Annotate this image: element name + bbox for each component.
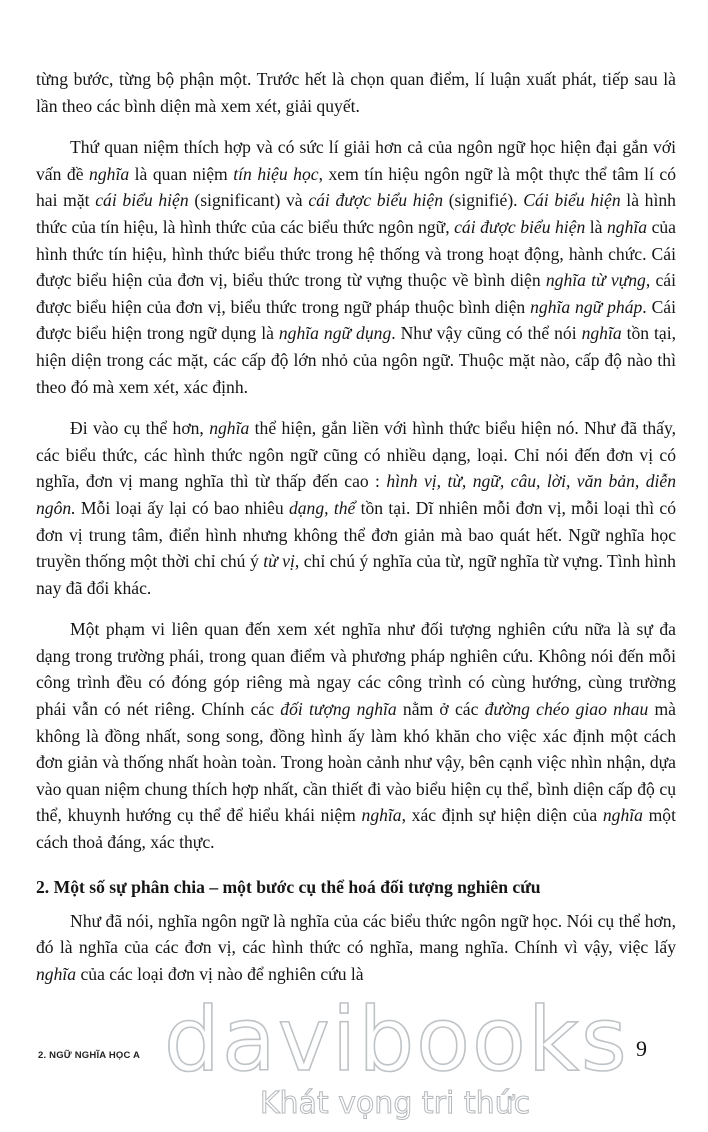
paragraph-5 [36,908,676,988]
italic-term: đường chéo giao nhau [484,699,649,720]
italic-term: nghĩa ngữ pháp [530,296,643,317]
italic-term: nghĩa [606,216,648,237]
paragraph-1 [36,66,676,119]
text-run: thể hiện, gắn liền với hình thức biểu hiện nó. Như đã thấy, các biểu thức, các hình thức ngôn ngữ cũng có nhiều dạng, loại. Chỉ nói đến đơn vị có nghĩa, đơn vị mang nghĩa thì từ thấp đến cao : [36,418,676,492]
text-run: tồn tại. Dĩ nhiên mỗi đơn vị, mỗi loại thì có đơn vị trung tâm, điển hình nhưng không thể đơn giản mà bao quát hết. Ngữ nghĩa học truyền thống một thời chỉ chú ý [36,497,676,572]
text-run: Mỗi loại ấy lại có bao nhiêu [75,497,289,518]
italic-term: nghĩa [602,805,643,826]
watermark-brand: davibooks [164,988,629,1091]
text-run: là hình thức của tín hiệu, là hình thức của các biểu thức ngôn ngữ, [36,190,676,237]
watermark-slogan: Khát vọng tri thức [259,1086,531,1121]
running-footer-label: 2. NGỮ NGHĨA HỌC A [38,1050,141,1061]
italic-term: Cái biểu hiện [523,190,621,211]
italic-term: nghĩa [361,805,402,826]
text-run: là [585,216,607,237]
body-text [36,66,676,1002]
italic-term: nghĩa [89,163,130,184]
page-number: 9 [636,1036,647,1061]
text-run: của các loại đơn vị nào để nghiên cứu là [76,963,364,984]
text-run: Đi vào cụ thể hơn, [70,418,210,439]
text-run: . Như vậy cũng có thể nói [391,323,582,344]
text-run: Thứ quan niệm thích hợp và có sức lí giải hơn cả của ngôn ngữ học hiện đại gắn với vấn đề [36,137,676,184]
italic-term: cái được biểu hiện [454,216,586,237]
paragraph-2 [36,134,676,400]
italic-term: nghĩa [209,418,250,439]
italic-term: cái biểu hiện [95,190,189,211]
italic-term: cái được biểu hiện [308,190,444,211]
text-run: , xem tín hiệu ngôn ngữ là một thực thể tâm lí có hai mặt [36,163,676,211]
text-run: của hình thức tín hiệu, hình thức biểu thức trong hệ thống và trong hoạt động, hành chức. Cái được biểu hiện của đơn vị, biểu thức trong từ vựng thuộc về bình diện [36,216,676,291]
text-run: tồn tại, hiện diện trong các mặt, các cấp độ lớn nhỏ của ngôn ngữ. Thuộc mặt nào, cấp độ nào thì theo đó mà xem xét, xác định. [36,323,677,397]
paragraph-3 [36,415,676,601]
italic-term: tín hiệu học [233,163,319,184]
italic-term: nghĩa ngữ dụng [278,323,392,344]
italic-term: nghĩa [581,323,622,344]
text-run: Một phạm vi liên quan đến xem xét nghĩa như đối tượng nghiên cứu nữa là sự đa dạng trong trường phái, trong quan điểm và phương pháp nghiên cứu. Không nói đến mỗi công trình đều có đóng góp riêng mà ngay các công trình có cùng hướng, cùng trường phái vẫn có nét riêng. Chính các [36,619,676,720]
text-run: Như đã nói, nghĩa ngôn ngữ là nghĩa của các biểu thức ngôn ngữ học. Nói cụ thể hơn, đó là nghĩa của các đơn vị, các hình thức có nghĩa, mang nghĩa. Chính vì vậy, việc lấy [36,910,676,958]
text-run: (signifié). [443,190,524,211]
text-run: từng bước, từng bộ phận một. Trước hết là chọn quan điểm, lí luận xuất phát, tiếp sau là lần theo các bình diện mà xem xét, giải quyết. [36,69,676,116]
italic-term: nghĩa [36,963,77,984]
italic-term: từ vị [263,551,295,572]
text-run: là quan niệm [129,163,234,184]
text-run: , cái được biểu hiện của đơn vị, biểu thức trong ngữ pháp thuộc bình diện [36,270,676,317]
text-run: một cách thoả đáng, xác thực. [36,805,676,853]
text-run: , xác định sự hiện diện của [401,805,603,826]
section-heading: 2. Một số sự phân chia – một bước cụ thể hoá đối tượng nghiên cứu [36,876,541,897]
text-run: . Cái được biểu hiện trong ngữ dụng là [36,296,677,344]
text-run: mà không là đồng nhất, song song, đồng hình ấy làm khó khăn cho việc xác định một cách đơn giản và thống nhất hoàn toàn. Trong hoàn cảnh như vậy, bên cạnh việc nhìn nhận, dựa vào quan niệm chung thích hợp nhất, cần thiết đi vào biểu hiện cụ thể, bình diện cấp độ cụ thể, khuynh hướng cụ thể để hiểu khái niệm [36,699,676,826]
italic-term: hình vị, từ, ngữ, câu, lời, văn bản, diễn ngôn. [36,471,676,518]
text-run: , chỉ chú ý nghĩa của từ, ngữ nghĩa từ vựng. Tình hình nay đã đổi khác. [36,551,676,598]
italic-term: đối tượng nghĩa [280,699,397,720]
italic-term: nghĩa từ vựng [545,270,646,291]
text-run: nằm ở các [396,699,485,720]
italic-term: dạng, thể [288,497,356,518]
text-run: (significant) và [188,190,309,211]
paragraph-4 [36,616,676,855]
